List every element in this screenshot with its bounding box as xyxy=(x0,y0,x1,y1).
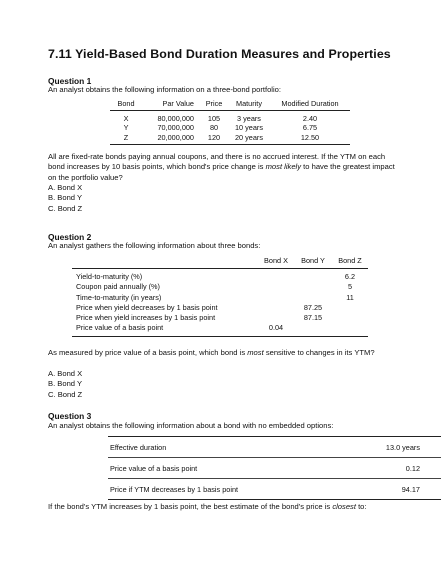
table-cell xyxy=(258,282,294,292)
table-cell: 20 years xyxy=(228,133,270,145)
question-3-text-part: to: xyxy=(355,502,367,511)
table-cell xyxy=(294,282,332,292)
row-label: Price if YTM decreases by 1 basis point xyxy=(110,484,239,494)
column-header: Bond X xyxy=(258,256,294,269)
row-label: Price when yield decreases by 1 basis point xyxy=(76,302,218,312)
table-cell xyxy=(294,323,332,336)
table-cell: 70,000,000 xyxy=(157,123,194,133)
table-cell: 3 years xyxy=(237,114,261,123)
question-2-heading: Question 2 xyxy=(48,232,92,242)
table-cell: Z xyxy=(110,133,142,145)
question-3-text-part: If the bond's YTM increases by 1 basis point, the best estimate of the bond's price is xyxy=(48,502,333,511)
column-header: Bond Z xyxy=(332,256,368,269)
table-cell: 87.15 xyxy=(303,313,323,323)
table-cell xyxy=(294,293,332,303)
answer-option[interactable]: A. Bond X xyxy=(48,183,83,192)
table-cell xyxy=(258,293,294,303)
table-cell: 0.12 xyxy=(285,458,441,479)
question-2-text-part: sensitive to changes in its YTM? xyxy=(263,348,375,357)
table-cell xyxy=(332,323,368,336)
question-1-emphasis: most likely xyxy=(265,162,302,172)
row-label: Time-to-maturity (in years) xyxy=(76,292,162,302)
table-cell: 105 xyxy=(207,114,221,123)
question-2-intro: An analyst gathers the following information about three bonds: xyxy=(48,241,261,250)
table-row xyxy=(110,133,350,145)
question-3-text xyxy=(48,502,367,512)
table-row xyxy=(72,282,368,292)
table-header-row xyxy=(72,256,368,269)
table-cell: 120 xyxy=(200,133,228,145)
question-2-text xyxy=(48,348,398,358)
answer-option[interactable]: C. Bond Z xyxy=(48,389,83,399)
table-cell: 6.75 xyxy=(302,123,318,133)
table-header-row xyxy=(110,99,350,111)
table-cell xyxy=(258,313,294,323)
row-label: Effective duration xyxy=(108,437,285,458)
table-cell: 10 years xyxy=(235,123,263,133)
table-cell: 20,000,000 xyxy=(142,133,200,145)
table-row xyxy=(72,313,368,323)
table-cell xyxy=(258,303,294,313)
question-1-heading: Question 1 xyxy=(48,76,92,86)
table-cell: 0.04 xyxy=(258,323,294,336)
answer-option[interactable]: C. Bond Z xyxy=(48,203,83,213)
question-2-text-part: As measured by price value of a basis point, which bond is xyxy=(48,348,248,357)
table-cell: 5 xyxy=(347,282,353,292)
column-header: Maturity xyxy=(228,99,270,111)
column-header: Price xyxy=(200,99,228,111)
table-cell: 11 xyxy=(346,292,354,302)
question-1-text-part: to have the greatest impact on the portfolio value? xyxy=(48,162,395,182)
question-2-options xyxy=(48,369,82,400)
column-header: Par Value xyxy=(142,99,200,111)
table-cell: Y xyxy=(123,123,129,133)
table-row xyxy=(108,437,441,458)
question-3-heading: Question 3 xyxy=(48,411,92,421)
question-1-text xyxy=(48,152,398,183)
table-cell: 94.17 xyxy=(401,484,420,494)
question-1-intro: An analyst obtains the following information on a three-bond portfolio: xyxy=(48,85,282,94)
table-cell: 87.25 xyxy=(303,302,323,312)
table-row xyxy=(72,303,368,313)
column-header: Bond xyxy=(110,99,142,111)
table-cell xyxy=(258,269,294,283)
column-header xyxy=(72,256,258,269)
row-label: Price when yield increases by 1 basis point xyxy=(76,313,216,323)
table-cell: 13.0 years xyxy=(285,437,441,458)
table-cell: 80,000,000 xyxy=(157,114,194,123)
table-cell xyxy=(332,303,368,313)
bond-info-table xyxy=(108,436,441,500)
answer-option[interactable]: B. Bond Y xyxy=(48,379,83,389)
table-cell: 2.40 xyxy=(302,114,318,123)
portfolio-table xyxy=(110,99,350,145)
answer-option[interactable]: B. Bond Y xyxy=(48,193,83,203)
table-row xyxy=(108,458,441,479)
column-header: Bond Y xyxy=(294,256,332,269)
row-label: Yield-to-maturity (%) xyxy=(76,272,143,281)
table-row xyxy=(108,479,441,500)
bond-comparison-table xyxy=(72,256,368,337)
table-cell xyxy=(294,269,332,283)
row-label: Price value of a basis point xyxy=(72,323,258,336)
row-label: Price value of a basis point xyxy=(108,458,285,479)
table-cell: 6.2 xyxy=(344,272,356,281)
table-cell: 12.50 xyxy=(270,133,350,145)
table-row xyxy=(72,323,368,336)
column-header: Modified Duration xyxy=(270,99,350,111)
question-1-options xyxy=(48,183,82,214)
table-cell: X xyxy=(123,114,129,123)
table-row xyxy=(72,269,368,283)
section-title: 7.11 Yield-Based Bond Duration Measures and Properties xyxy=(48,47,391,61)
table-cell: 80 xyxy=(209,123,219,133)
question-3-intro: An analyst obtains the following information about a bond with no embedded options: xyxy=(48,421,334,430)
answer-option[interactable]: A. Bond X xyxy=(48,369,83,378)
row-label: Coupon paid annually (%) xyxy=(76,282,160,292)
table-row xyxy=(72,293,368,303)
question-3-emphasis: closest xyxy=(332,502,356,511)
question-1-text-part: All are fixed-rate bonds paying annual coupons, and there is no accrued interest. If the YTM on each bond increases by 10 basis points, which bond's price change is xyxy=(48,152,386,172)
table-row xyxy=(110,111,350,124)
table-row xyxy=(110,123,350,132)
question-2-emphasis: most xyxy=(247,348,264,357)
table-cell xyxy=(332,313,368,323)
